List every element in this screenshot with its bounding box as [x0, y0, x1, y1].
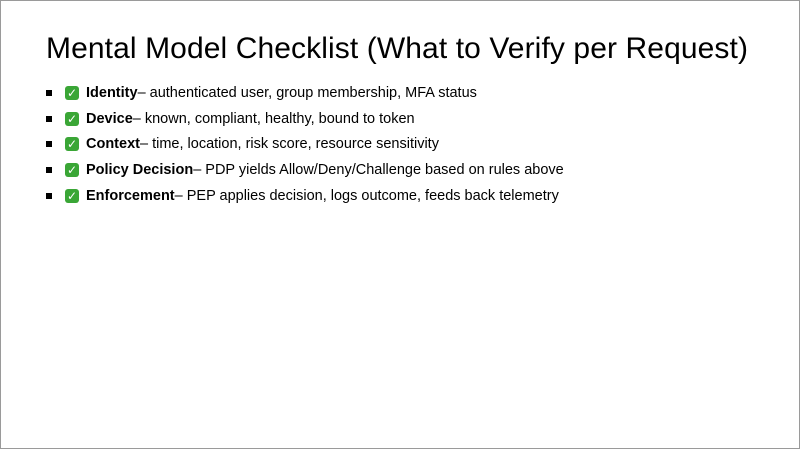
checklist-item-context [41, 132, 564, 158]
item-description: – authenticated user, group membership, MFA status [137, 84, 477, 101]
checklist-item-device [41, 106, 564, 132]
bullet-square-icon [46, 141, 52, 147]
checklist-item-enforcement [41, 183, 564, 209]
item-description: – time, location, risk score, resource sensitivity [139, 136, 439, 153]
item-term: Enforcement [86, 188, 175, 205]
item-term: Identity [86, 84, 138, 101]
check-mark-icon: ✓ [66, 189, 78, 204]
checklist-item-policy-decision [41, 157, 564, 183]
item-term: Device [86, 110, 133, 127]
item-description: – PDP yields Allow/Deny/Challenge based on rules above [193, 162, 564, 179]
item-term: Policy Decision [86, 162, 194, 179]
item-term: Context [86, 136, 140, 153]
check-mark-icon: ✓ [66, 85, 78, 100]
slide-title: Mental Model Checklist (What to Verify per Request) [46, 32, 749, 65]
bullet-square-icon [46, 167, 52, 173]
checklist [41, 80, 564, 209]
bullet-square-icon [46, 116, 52, 122]
checklist-item-identity [41, 80, 564, 106]
bullet-square-icon [46, 193, 52, 199]
item-description: – known, compliant, healthy, bound to token [132, 110, 415, 127]
check-mark-icon: ✓ [66, 163, 78, 178]
check-mark-icon: ✓ [66, 111, 78, 126]
bullet-square-icon [46, 90, 52, 96]
item-description: – PEP applies decision, logs outcome, feeds back telemetry [174, 188, 559, 205]
check-mark-icon: ✓ [66, 137, 78, 152]
